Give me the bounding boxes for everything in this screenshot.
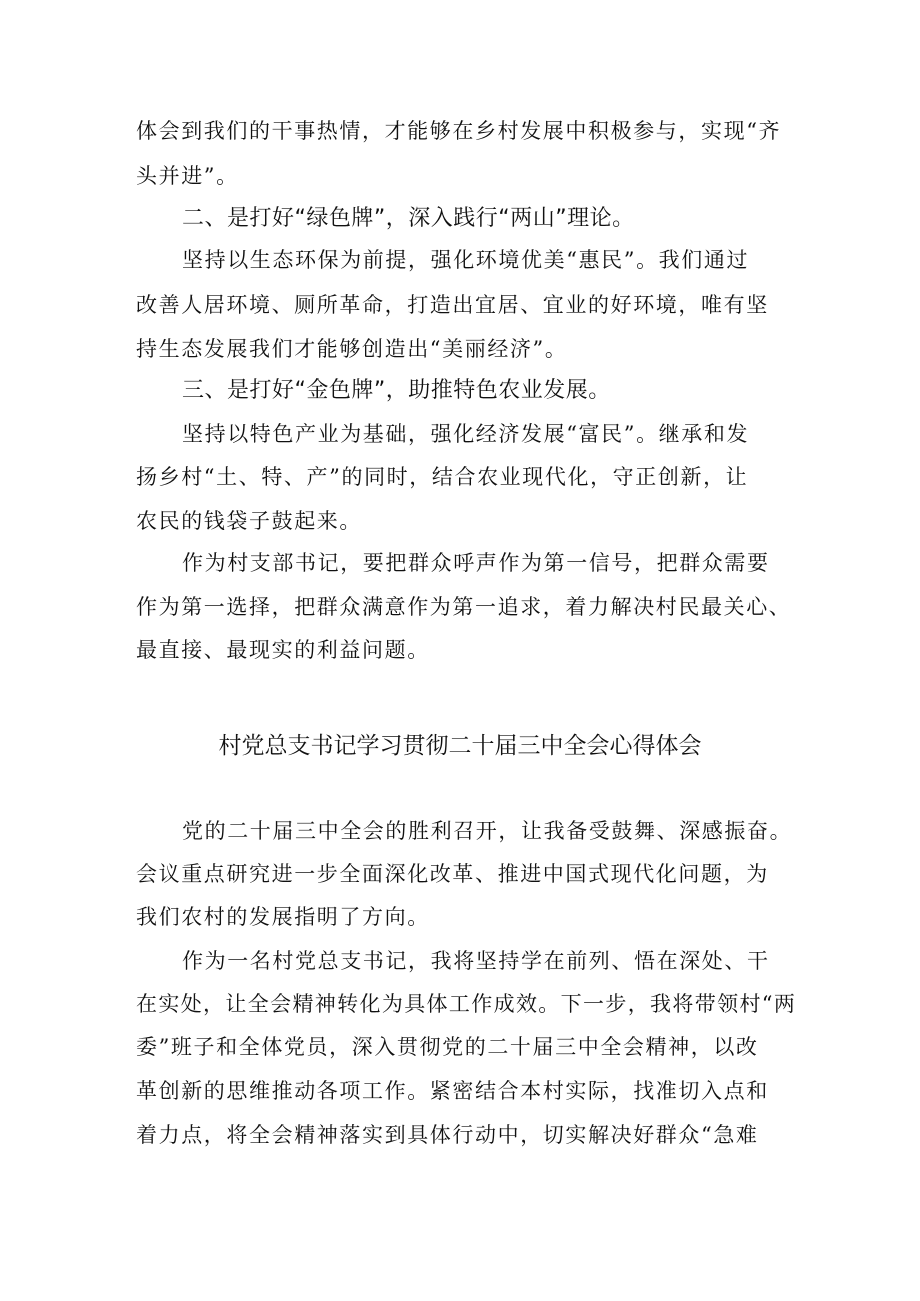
paragraph-line: 体会到我们的干事热情，才能够在乡村发展中积极参与，实现“齐 (136, 119, 782, 143)
paragraph-line: 我们农村的发展指明了方向。 (136, 905, 430, 929)
paragraph-line: 党的二十届三中全会的胜利召开，让我备受鼓舞、深感振奋。 (182, 819, 793, 843)
paragraph-line: 革创新的思维推动各项工作。紧密结合本村实际，找准切入点和 (136, 1079, 769, 1103)
paragraph-line: 作为村支部书记，要把群众呼声作为第一信号，把群众需要 (182, 551, 770, 575)
paragraph-line: 头并进”。 (136, 164, 239, 188)
article-title: 村党总支书记学习贯彻二十届三中全会心得体会 (218, 733, 702, 759)
paragraph-line: 最直接、最现实的利益问题。 (136, 638, 430, 662)
paragraph-line: 农民的钱袋子鼓起来。 (136, 509, 362, 533)
paragraph-line: 作为第一选择，把群众满意作为第一追求，着力解决村民最关心、 (136, 595, 792, 619)
paragraph-line: 着力点，将全会精神落实到具体行动中，切实解决好群众“急难 (136, 1123, 759, 1147)
paragraph-line: 委”班子和全体党员，深入贯彻党的二十届三中全会精神，以改 (136, 1035, 759, 1059)
paragraph-line: 坚持以特色产业为基础，强化经济发展“富民”。继承和发 (182, 422, 750, 446)
paragraph-line: 在实处，让全会精神转化为具体工作成效。下一步，我将带领村“两 (136, 992, 797, 1016)
paragraph-line: 作为一名村党总支书记，我将坚持学在前列、悟在深处、干 (182, 949, 770, 973)
section-heading: 二、是打好“绿色牌”，深入践行“两山”理论。 (182, 206, 635, 231)
paragraph-line: 改善人居环境、厕所革命，打造出宜居、宜业的好环境，唯有坚 (136, 293, 769, 317)
paragraph-line: 会议重点研究进一步全面深化改革、推进中国式现代化问题，为 (136, 862, 769, 886)
section-heading: 三、是打好“金色牌”，助推特色农业发展。 (182, 378, 611, 403)
paragraph-line: 坚持以生态环保为前提，强化环境优美“惠民”。我们通过 (182, 248, 750, 272)
paragraph-line: 持生态发展我们才能够创造出“美丽经济”。 (136, 337, 568, 361)
paragraph-line: 扬乡村“土、特、产”的同时，结合农业现代化，守正创新，让 (136, 465, 749, 489)
